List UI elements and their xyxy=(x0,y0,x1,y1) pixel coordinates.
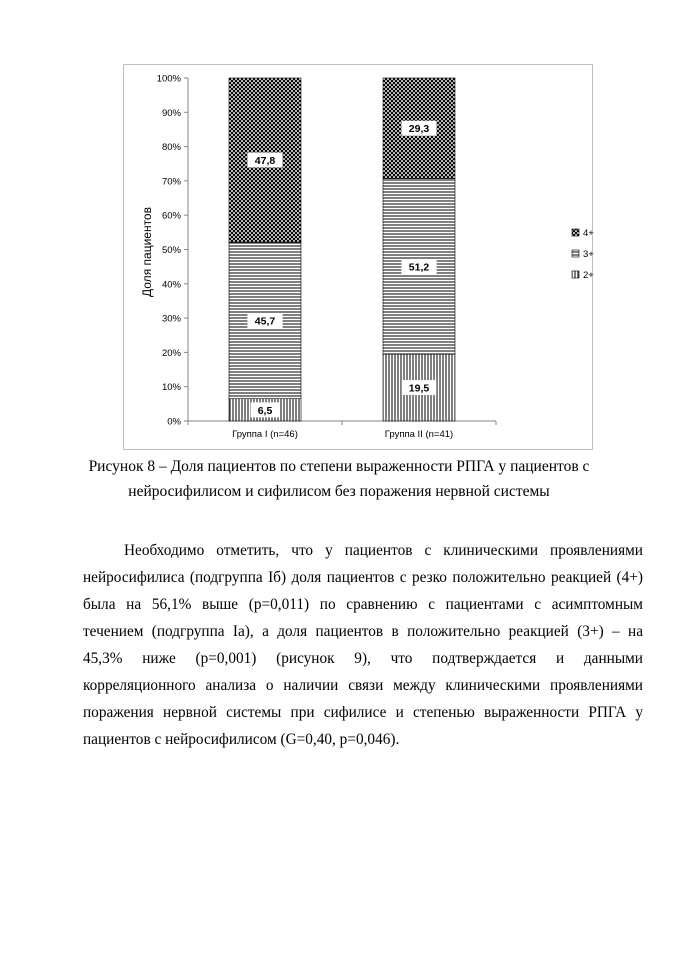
y-tick-label: 60% xyxy=(161,210,181,222)
y-tick-label: 20% xyxy=(161,347,181,359)
x-category-label: Группа I (n=46) xyxy=(232,429,298,440)
legend-swatch xyxy=(572,229,579,236)
data-label: 47,8 xyxy=(254,154,276,167)
x-category-label: Группа II (n=41) xyxy=(384,429,454,440)
legend-label: 4+ xyxy=(583,228,594,239)
data-label: 19,5 xyxy=(408,382,430,395)
chart-area xyxy=(123,64,593,450)
paragraph-line: была на 56,1% выше (p=0,011) по сравнению с пациентами с асимптомным xyxy=(83,596,643,613)
paragraph-line: нейросифилиса (подгруппа Iб) доля пациентов с резко положительно реакцией (4+) xyxy=(83,569,643,586)
paragraph-line: поражения нервной системы при сифилисе и степенью выраженности РПГА у xyxy=(83,704,643,721)
stacked-bar-chart xyxy=(124,65,594,451)
data-label: 29,3 xyxy=(408,123,430,136)
paragraph-line: корреляционного анализа о наличии связи между клиническими проявлениями xyxy=(83,677,643,694)
legend-label: 2+ xyxy=(583,270,594,281)
y-tick-label: 0% xyxy=(167,416,181,428)
data-label: 51,2 xyxy=(408,261,430,274)
legend-swatch xyxy=(572,250,579,257)
paragraph-line: пациентов с нейросифилисом (G=0,40, p=0,046). xyxy=(83,731,400,748)
paragraph-line: течением (подгруппа Iа), а доля пациентов в положительно реакцией (3+) – на xyxy=(83,623,643,640)
data-label: 45,7 xyxy=(254,315,276,328)
paragraph-line: 45,3% ниже (p=0,001) (рисунок 9), что подтверждается и данными xyxy=(83,650,643,667)
y-tick-label: 80% xyxy=(161,142,181,154)
paragraph-line: Необходимо отметить, что у пациентов с клиническими проявлениями xyxy=(124,542,643,559)
body-paragraph xyxy=(83,537,643,753)
y-tick-label: 100% xyxy=(156,73,181,85)
y-tick-label: 90% xyxy=(161,107,181,119)
y-tick-label: 30% xyxy=(161,313,181,325)
y-axis-title: Доля пациентов xyxy=(140,207,154,297)
figure-caption-line2: нейросифилисом и сифилисом без поражения нервной системы xyxy=(128,483,550,500)
data-label: 6,5 xyxy=(257,404,273,417)
y-tick-label: 10% xyxy=(161,382,181,394)
legend-swatch xyxy=(572,271,579,278)
y-tick-label: 40% xyxy=(161,279,181,291)
y-tick-label: 70% xyxy=(161,176,181,188)
y-tick-label: 50% xyxy=(161,245,181,256)
legend-label: 3+ xyxy=(583,249,594,260)
figure-caption-line1: Рисунок 8 – Доля пациентов по степени выраженности РПГА у пациентов с xyxy=(88,458,590,475)
